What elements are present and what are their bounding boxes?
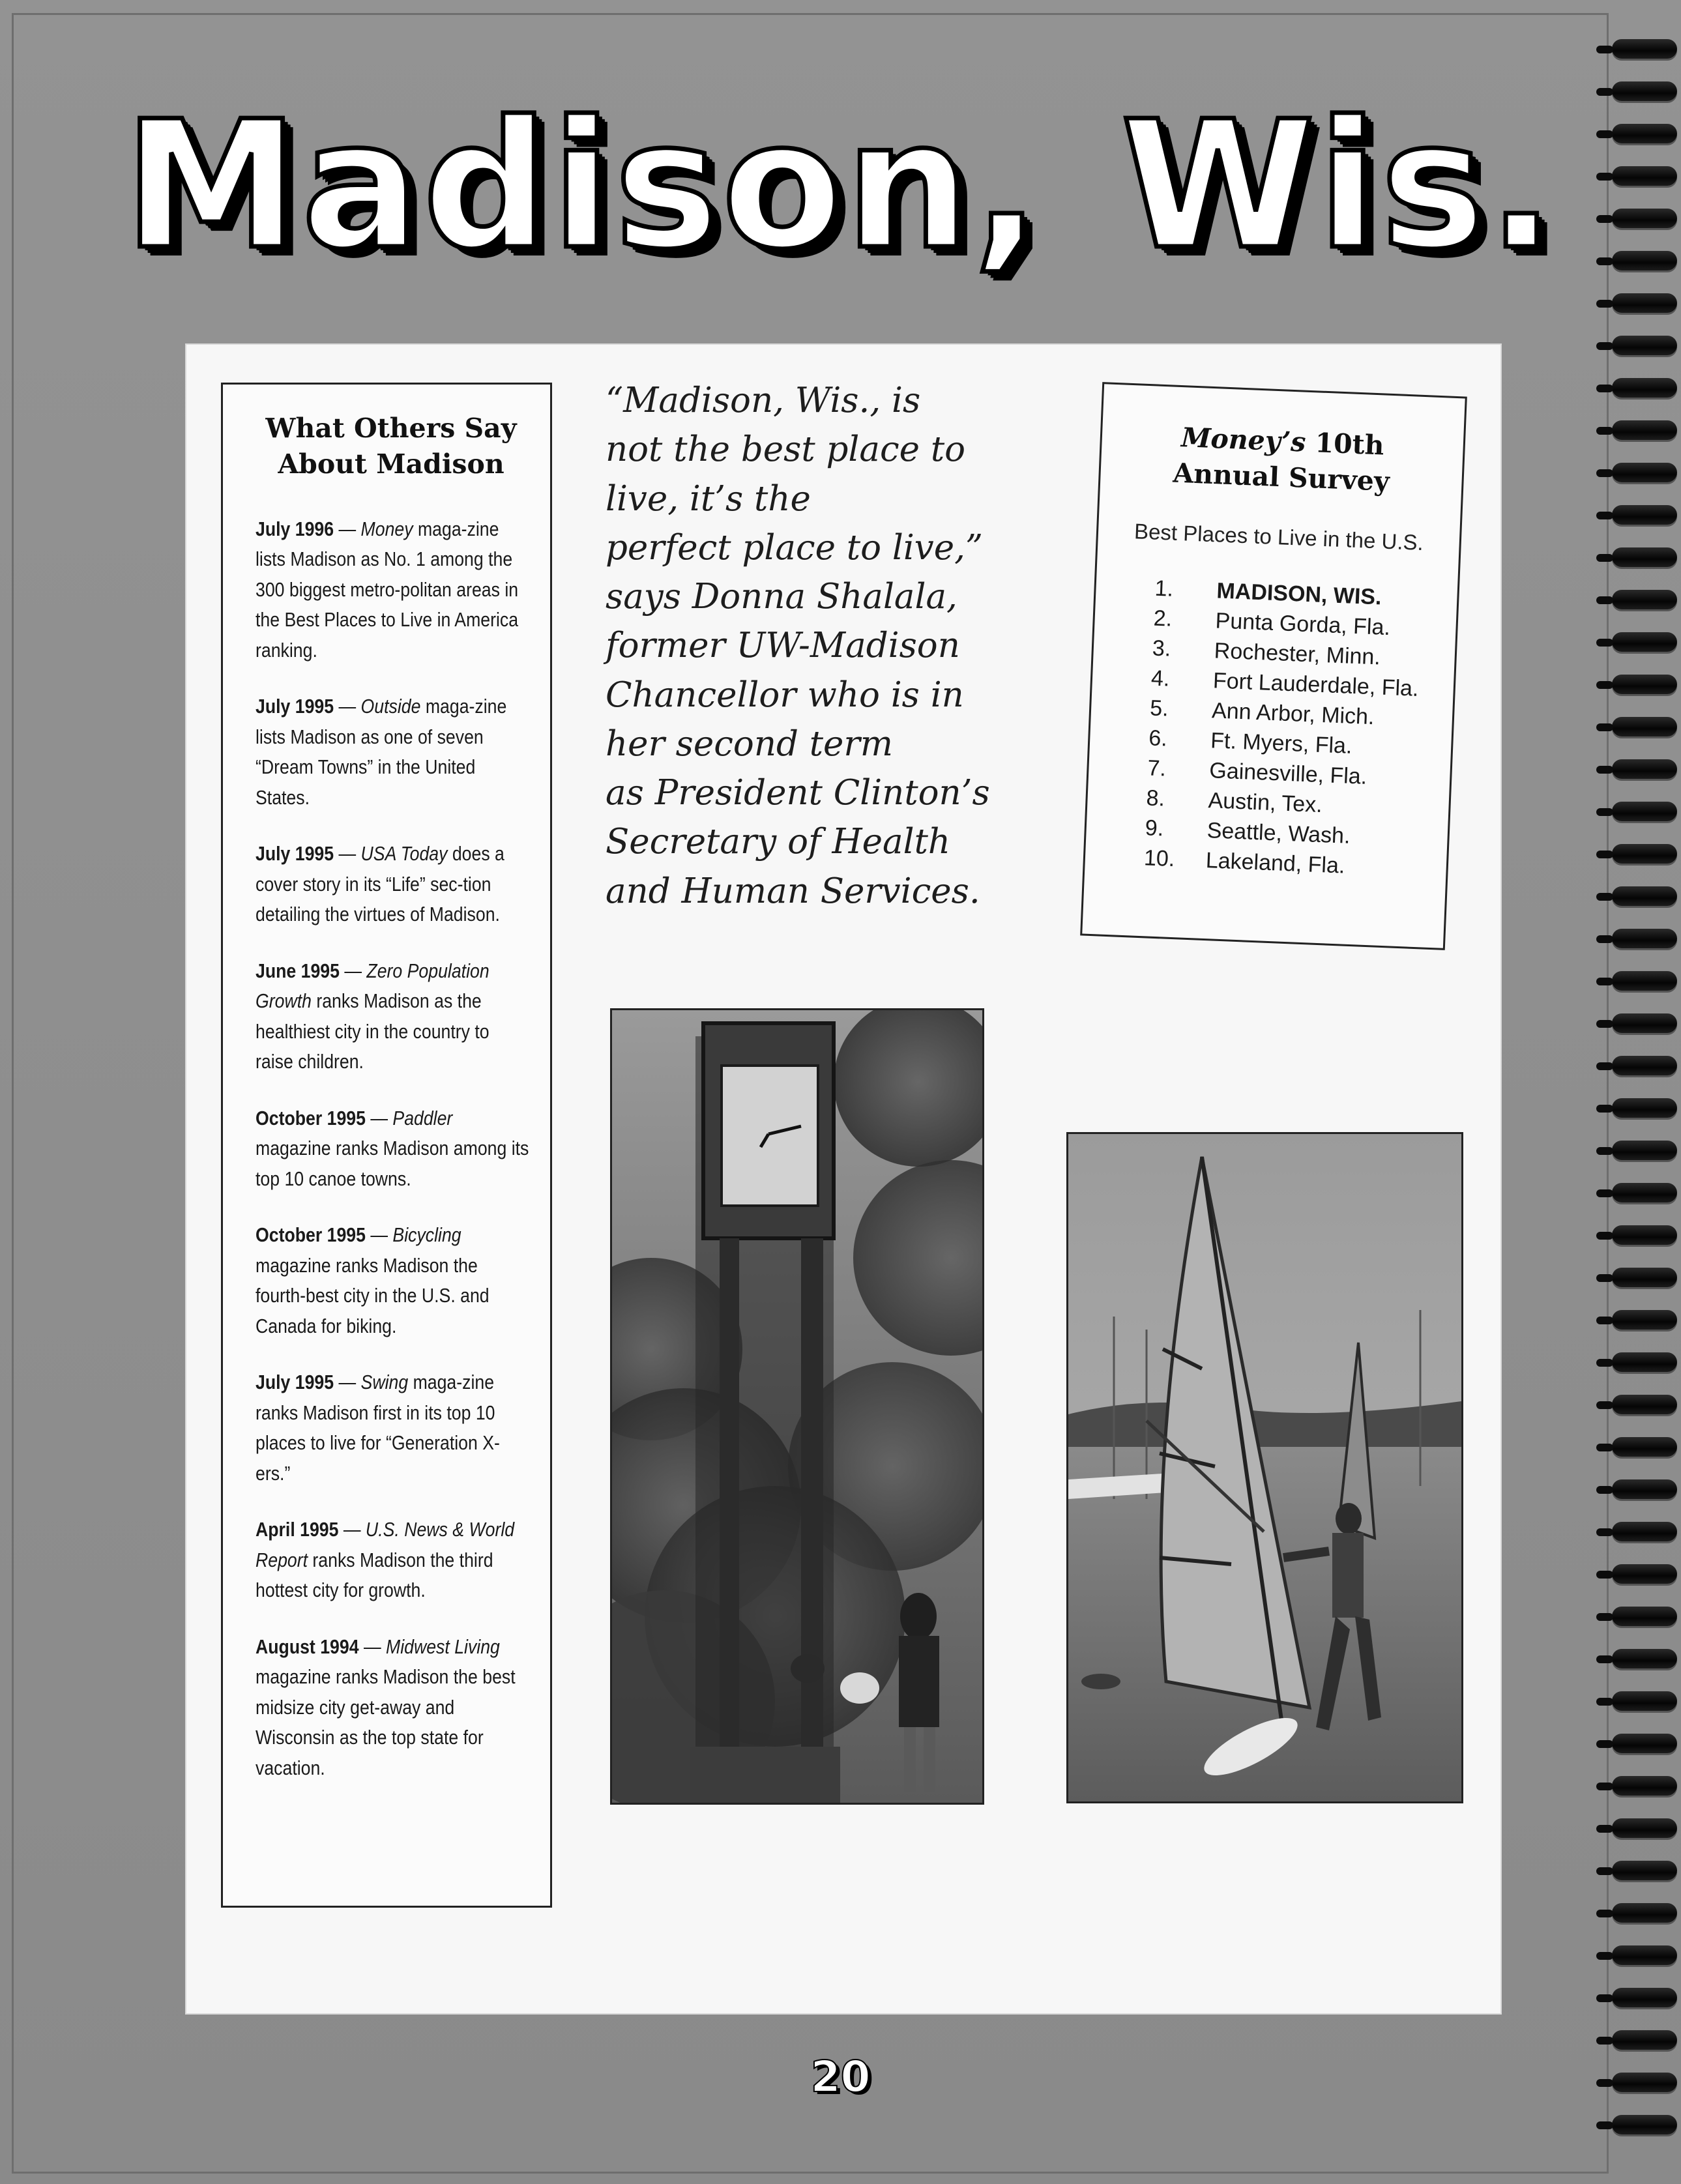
binding-coil	[1612, 929, 1677, 948]
binding-coil	[1612, 1352, 1677, 1372]
entry-publication: Paddler	[392, 1106, 453, 1129]
rank-number: 6.	[1148, 725, 1168, 751]
binding-coil	[1612, 1607, 1677, 1626]
ranking-entry	[256, 839, 530, 930]
rank-number: 3.	[1152, 635, 1172, 662]
entry-date: June 1995	[256, 959, 340, 982]
quote-line: perfect place to live,”	[606, 527, 984, 568]
binding-coil	[1612, 1479, 1677, 1499]
binding-coil	[1612, 1437, 1677, 1457]
binding-coil	[1612, 971, 1677, 991]
page-number: 20	[810, 2052, 871, 2102]
rank-number: 2.	[1153, 605, 1173, 632]
entry-publication: Outside	[360, 695, 421, 718]
entry-separator: —	[358, 1635, 387, 1658]
binding-coil	[1612, 1268, 1677, 1287]
binding-coil	[1612, 1522, 1677, 1541]
entry-text: maga-zine lists Madison as No. 1 among the 300 biggest metro-politan areas in the Best Places to Live in America ranking.	[256, 517, 519, 662]
binding-coil	[1612, 1818, 1677, 1838]
binding-coil	[1612, 293, 1677, 313]
clock-tower-photo	[610, 1008, 984, 1805]
binding-coil	[1612, 886, 1677, 906]
quote-line: and Human Services.	[606, 871, 980, 911]
binding-coil	[1612, 1013, 1677, 1033]
entry-date: October 1995	[256, 1223, 366, 1247]
entry-separator: —	[339, 959, 367, 982]
rank-city: Punta Gorda, Fla.	[1214, 608, 1391, 640]
binding-coil	[1612, 1691, 1677, 1711]
entry-publication: USA Today	[360, 842, 448, 866]
binding-coil	[1612, 336, 1677, 355]
what-others-say-box	[221, 383, 552, 1908]
binding-coil	[1612, 1225, 1677, 1245]
rank-number: 8.	[1145, 785, 1165, 811]
quote-line: says Donna Shalala,	[606, 577, 957, 617]
entry-text: magazine ranks Madison among its top 10 canoe towns.	[256, 1137, 529, 1190]
entry-text: does a cover story in its “Life” sec-tion detailing the virtues of Madison.	[256, 842, 504, 926]
ranking-entry	[256, 1632, 530, 1784]
binding-coil	[1612, 1649, 1677, 1668]
rank-city: Gainesville, Fla.	[1208, 757, 1367, 789]
binding-coil	[1612, 590, 1677, 609]
binding-coil	[1612, 1098, 1677, 1118]
entry-date: April 1995	[256, 1518, 339, 1541]
clock-tower-illustration	[612, 1010, 982, 1803]
binding-coil	[1612, 1564, 1677, 1584]
entry-separator: —	[338, 1518, 366, 1541]
entry-separator: —	[334, 1371, 361, 1394]
ranking-entry	[256, 956, 530, 1077]
entry-text: magazine ranks Madison the best midsize city get-away and Wisconsin as the top state for vacation.	[256, 1665, 516, 1779]
rank-city: Fort Lauderdale, Fla.	[1212, 667, 1420, 701]
entry-publication: Money	[360, 517, 413, 540]
rank-city: Rochester, Minn.	[1214, 638, 1381, 670]
quote-line: Chancellor who is in	[606, 675, 964, 715]
binding-coil	[1612, 2115, 1677, 2134]
binding-coil	[1612, 1988, 1677, 2007]
entry-text: maga-zine ranks Madison first in its top 10 places to live for “Generation X-ers.”	[256, 1371, 500, 1485]
rank-city: Lakeland, Fla.	[1205, 847, 1346, 879]
entry-date: July 1995	[256, 695, 334, 718]
rank-city: Seattle, Wash.	[1206, 817, 1351, 849]
heading-line-2: About Madison	[278, 448, 504, 480]
binding-coil	[1612, 675, 1677, 694]
entry-publication: Swing	[360, 1371, 409, 1394]
entry-text: magazine ranks Madison the fourth-best city in the U.S. and Canada for biking.	[256, 1253, 490, 1337]
survey-heading-line-2: Annual Survey	[1172, 457, 1390, 498]
ranking-entries-list	[256, 514, 527, 1784]
binding-coil	[1612, 1945, 1677, 1965]
quote-line: as President Clinton’s	[606, 773, 990, 813]
title-city: Madison,	[123, 83, 1043, 288]
entry-date: August 1994	[256, 1635, 359, 1658]
quote-line: live, it’s the	[606, 478, 811, 519]
rank-city: Austin, Tex.	[1207, 787, 1323, 817]
binding-coil	[1612, 2030, 1677, 2050]
rank-city: MADISON, WIS.	[1216, 578, 1382, 610]
binding-coil	[1612, 1776, 1677, 1796]
binding-coil	[1612, 1056, 1677, 1075]
rank-number: 1.	[1154, 575, 1174, 602]
rank-city: Ft. Myers, Fla.	[1210, 727, 1353, 759]
windsurfing-photo	[1066, 1132, 1463, 1803]
ranking-entry	[256, 692, 530, 813]
rank-number: 7.	[1147, 755, 1167, 781]
entry-separator: —	[334, 517, 361, 540]
heading-line-1: What Others Say	[265, 413, 517, 444]
entry-text: ranks Madison the third hottest city for growth.	[256, 1548, 493, 1602]
rank-city: Ann Arbor, Mich.	[1211, 697, 1375, 729]
quote-line: former UW-Madison	[606, 626, 960, 666]
rankings-list	[1085, 574, 1457, 888]
binding-coil	[1612, 1861, 1677, 1880]
entry-date: July 1996	[256, 517, 334, 540]
binding-coil	[1612, 505, 1677, 525]
rank-number: 9.	[1145, 815, 1164, 841]
survey-heading	[1100, 416, 1464, 503]
windsurfing-illustration	[1068, 1134, 1461, 1801]
binding-coil	[1612, 1395, 1677, 1414]
entry-separator: —	[334, 695, 361, 718]
what-others-say-heading	[256, 411, 527, 483]
entry-text: ranks Madison as the healthiest city in the country to raise children.	[256, 989, 490, 1073]
entry-date: July 1995	[256, 1371, 334, 1394]
binding-coil	[1612, 1183, 1677, 1202]
binding-coil	[1612, 1734, 1677, 1753]
quote-line: Secretary of Health	[606, 822, 951, 862]
binding-coil	[1612, 632, 1677, 652]
binding-coil	[1612, 844, 1677, 864]
ranking-entry	[256, 514, 530, 666]
rank-number: 5.	[1149, 695, 1169, 721]
content-panel	[185, 343, 1502, 2015]
entry-text: maga-zine lists Madison as one of seven “Dream Towns” in the United States.	[256, 695, 507, 809]
entry-date: July 1995	[256, 842, 334, 866]
quote-line: her second term	[606, 723, 894, 764]
page-title	[0, 83, 1681, 288]
survey-heading-money: Money’s	[1180, 422, 1307, 458]
survey-heading-10th: 10th	[1314, 427, 1385, 461]
binding-coil	[1612, 717, 1677, 736]
title-state: Wis.	[1120, 83, 1558, 288]
ranking-entry	[256, 1515, 530, 1606]
binding-coil	[1612, 420, 1677, 440]
ranking-entry	[256, 1220, 530, 1341]
binding-coil	[1612, 39, 1677, 59]
binding-coil	[1612, 802, 1677, 821]
ranking-entry	[256, 1103, 530, 1195]
entry-separator: —	[334, 842, 361, 866]
rank-number: 10.	[1143, 845, 1176, 871]
binding-coil	[1612, 1310, 1677, 1330]
entry-publication: Midwest Living	[386, 1635, 500, 1658]
binding-coil	[1612, 463, 1677, 482]
survey-subtitle: Best Places to Live in the U.S.	[1133, 518, 1424, 555]
shalala-quote	[606, 376, 990, 916]
entry-publication: Zero Population Growth	[256, 959, 490, 1013]
binding-coil	[1612, 1903, 1677, 1923]
rank-number: 4.	[1150, 665, 1171, 692]
binding-coil	[1612, 378, 1677, 398]
spiral-binding	[1603, 39, 1681, 2164]
quote-line: “Madison, Wis., is	[606, 381, 921, 420]
binding-coil	[1612, 1141, 1677, 1160]
entry-separator: —	[365, 1106, 393, 1129]
entry-date: October 1995	[256, 1106, 366, 1129]
binding-coil	[1612, 759, 1677, 779]
binding-coil	[1612, 547, 1677, 567]
entry-publication: U.S. News & World Report	[256, 1518, 515, 1571]
quote-line: not the best place to	[606, 430, 966, 470]
ranking-entry	[256, 1367, 530, 1489]
entry-separator: —	[365, 1223, 393, 1247]
money-survey-box	[1080, 382, 1467, 950]
entry-publication: Bicycling	[392, 1223, 461, 1247]
